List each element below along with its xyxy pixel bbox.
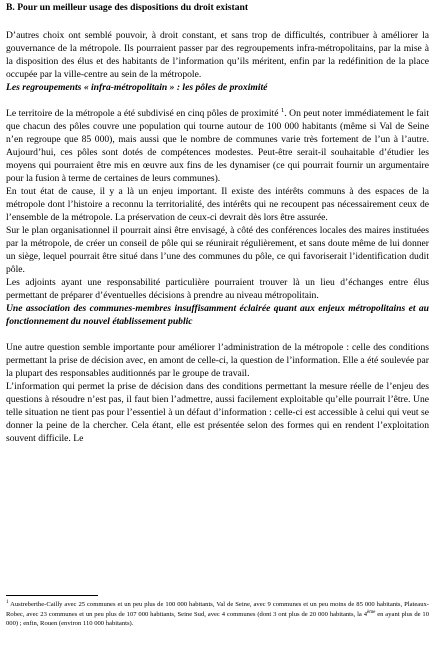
footnote-superscript: ème — [367, 609, 376, 615]
association-paragraph-2: L’information qui permet la prise de décision dans des conditions permettant la mesure réelle de l’enjeu des questions à résoudre n’est pas, il faut bien l’admettre, aussi facilement exploitable qu’elle pourrait l’être. Une telle situation ne tient pas pour l’essentiel à un défaut d’information : celle-ci est accessible à celui qui veut se donner la peine de la chercher. Cela étant, elle est présentée selon des formes qui en rendent l’exploitation souvent difficile. Le — [6, 381, 429, 444]
poles-paragraph-3: Sur le plan organisationnel il pourrait ainsi être envisagé, à côté des conférences locales des maires instituées par la métropole, de créer un conseil de pôle qui se réunirait régulièrement, et sans doute même de lui donner un siège, lequel pourrait être situé dans l’une des communes du pôle, ce qui favoriserait l’identification dudit pôle. — [6, 225, 429, 275]
intro-paragraph: D’autres choix ont semblé pouvoir, à droit constant, et sans trop de difficultés, contribuer à améliorer la gouvernance de la métropole. Ils pourraient passer par des regroupements infra-métropolitains, par la mise à la disposition des élus et des habitants de l’information qu’ils méritent, enfin par la redéfinition de la place occupée par la ville-centre au sein de la métropole. — [6, 30, 429, 80]
subsection-heading-poles: Les regroupements « infra-métropolitain » : les pôles de proximité — [6, 82, 268, 93]
footnote-text-a: Austreberthe-Cailly avec 25 communes et un peu plus de 100 000 habitants, Val de Seine, avec 9 communes et un peu moins de 85 000 habitants, Plateaux-Robec, avec 23 communes et un peu plus de 107 000 habitants, Seine Sud, avec 4 communes (dont 3 ont plus de 20 000 habitants, la 4 — [6, 601, 429, 618]
subsection-heading-association: Une association des communes-membres insuffisamment éclairée quant aux enjeux métropolitains et au fonctionnement du nouvel établissement public — [6, 303, 429, 327]
footnote-reference: 1 — [280, 106, 285, 114]
poles-paragraph-1-text-b: . On peut noter immédiatement le fait que chacun des pôles couvre une population qui tourne autour de 100 000 habitants (même si Val de Seine n’en regroupe que 85 000), mais aussi que le nombre de communes varie très fortement de l’un à l’autre. Aujourd’hui, ces pôles sont dotés de compétences modestes. Peut-être serait-il souhaitable d’étudier les moyens qui pourraient être mis en œuvre aux fins de les dynamiser (ce qui pourrait fournir un argumentaire pour la fusion à terme de certaines de leurs communes). — [6, 108, 429, 184]
poles-paragraph-2: En tout état de cause, il y a là un enjeu important. Il existe des intérêts communs à des espaces de la métropole dont l’histoire a reconnu la territorialité, des intérêts qui ne recoupent pas nécessairement ceux de l’ensemble de la métropole. La préservation de ceux-ci devrait dès lors être assurée. — [6, 186, 429, 223]
footnote-marker: 1 — [6, 599, 9, 605]
poles-paragraph-1-text-a: Le territoire de la métropole a été subdivisé en cinq pôles de proximité — [6, 108, 279, 119]
association-paragraph-1: Une autre question semble importante pour améliorer l’administration de la métropole : celle des conditions permettant la prise de décision avec, en amont de celle-ci, la question de l’information. Elle a été soulevée par la plupart des responsables auditionnés par le groupe de travail. — [6, 342, 429, 379]
footnote-separator — [6, 595, 98, 596]
poles-paragraph-4: Les adjoints ayant une responsabilité particulière pourraient trouver là un lieu d’échanges entre élus permettant de préparer d’éventuelles décisions à prendre au niveau métropolitain. — [6, 277, 429, 301]
section-title: B. Pour un meilleur usage des dispositions du droit existant — [6, 2, 249, 13]
footnote — [6, 600, 429, 629]
footnote-text-b: en ayant plus de 10 000) ; enfin, Rouen (environ 110 000 habitants). — [6, 610, 430, 627]
poles-paragraph-1 — [6, 107, 429, 185]
